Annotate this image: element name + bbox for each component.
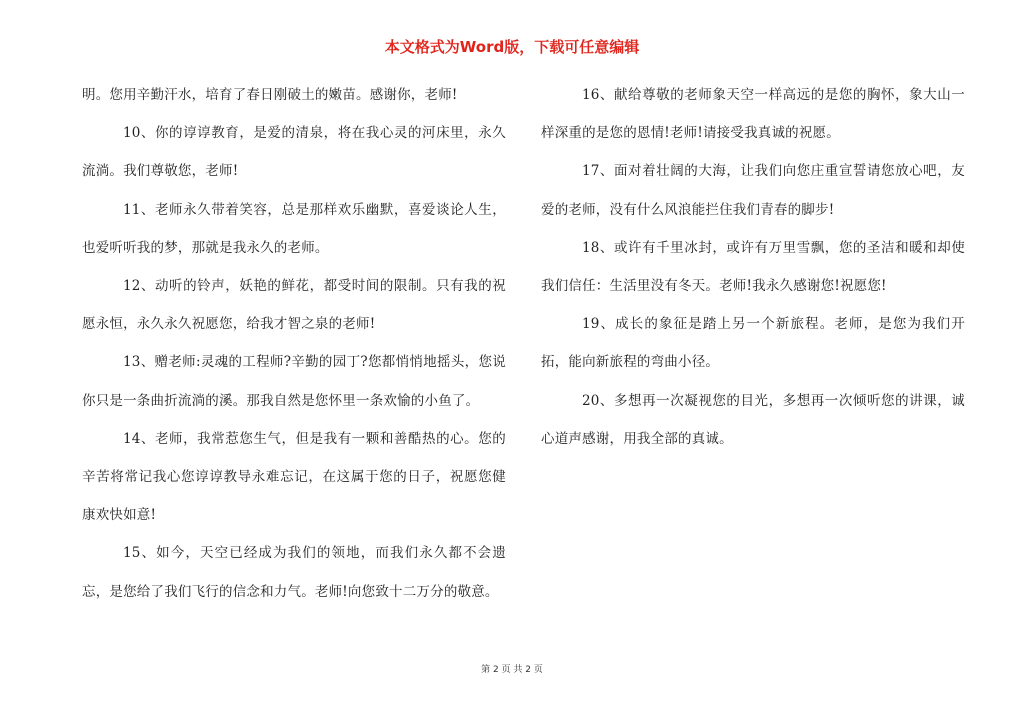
paragraph: 15、如今，天空已经成为我们的领地，而我们永久都不会遗忘，是您给了我们飞行的信念和力气。老师!向您致十二万分的敬意。 (82, 545, 506, 600)
left-column (82, 76, 506, 611)
paragraph: 19、成长的象征是踏上另一个新旅程。老师，是您为我们开拓，能向新旅程的弯曲小径。 (541, 316, 965, 371)
paragraph: 16、献给尊敬的老师象天空一样高远的是您的胸怀，象大山一样深重的是您的恩情!老师!请接受我真诚的祝愿。 (541, 87, 965, 142)
paragraph: 10、你的谆谆教育，是爱的清泉，将在我心灵的河床里，永久流淌。我们尊敬您，老师! (82, 125, 506, 180)
paragraph: 13、赠老师:灵魂的工程师?辛勤的园丁?您都悄悄地摇头，您说你只是一条曲折流淌的溪。那我自然是您怀里一条欢愉的小鱼了。 (82, 354, 506, 409)
page-number-footer: 第 2 页 共 2 页 (481, 665, 543, 675)
right-column (541, 76, 965, 458)
paragraph: 20、多想再一次凝视您的目光，多想再一次倾听您的讲课，诚心道声感谢，用我全部的真诚。 (541, 392, 965, 447)
paragraph: 明。您用辛勤汗水，培育了春日刚破土的嫩苗。感谢你，老师! (82, 87, 458, 103)
paragraph: 12、动听的铃声，妖艳的鲜花，都受时间的限制。只有我的祝愿永恒，永久永久祝愿您，给我才智之泉的老师! (82, 278, 506, 333)
paragraph: 11、老师永久带着笑容，总是那样欢乐幽默，喜爱谈论人生，也爱听听我的梦，那就是我永久的老师。 (82, 201, 506, 256)
paragraph: 14、老师，我常惹您生气，但是我有一颗和善酷热的心。您的辛苦将常记我心您谆谆教导永难忘记，在这属于您的日子，祝愿您健康欢快如意! (82, 430, 506, 524)
paragraph: 17、面对着壮阔的大海，让我们向您庄重宣誓请您放心吧，友爱的老师，没有什么风浪能拦住我们青春的脚步! (541, 163, 965, 218)
page-header-title: 本文格式为Word版，下载可任意编辑 (384, 38, 640, 56)
paragraph: 18、或许有千里冰封，或许有万里雪飘，您的圣洁和暖和却使我们信任：生活里没有冬天。老师!我永久感谢您!祝愿您! (541, 239, 965, 295)
